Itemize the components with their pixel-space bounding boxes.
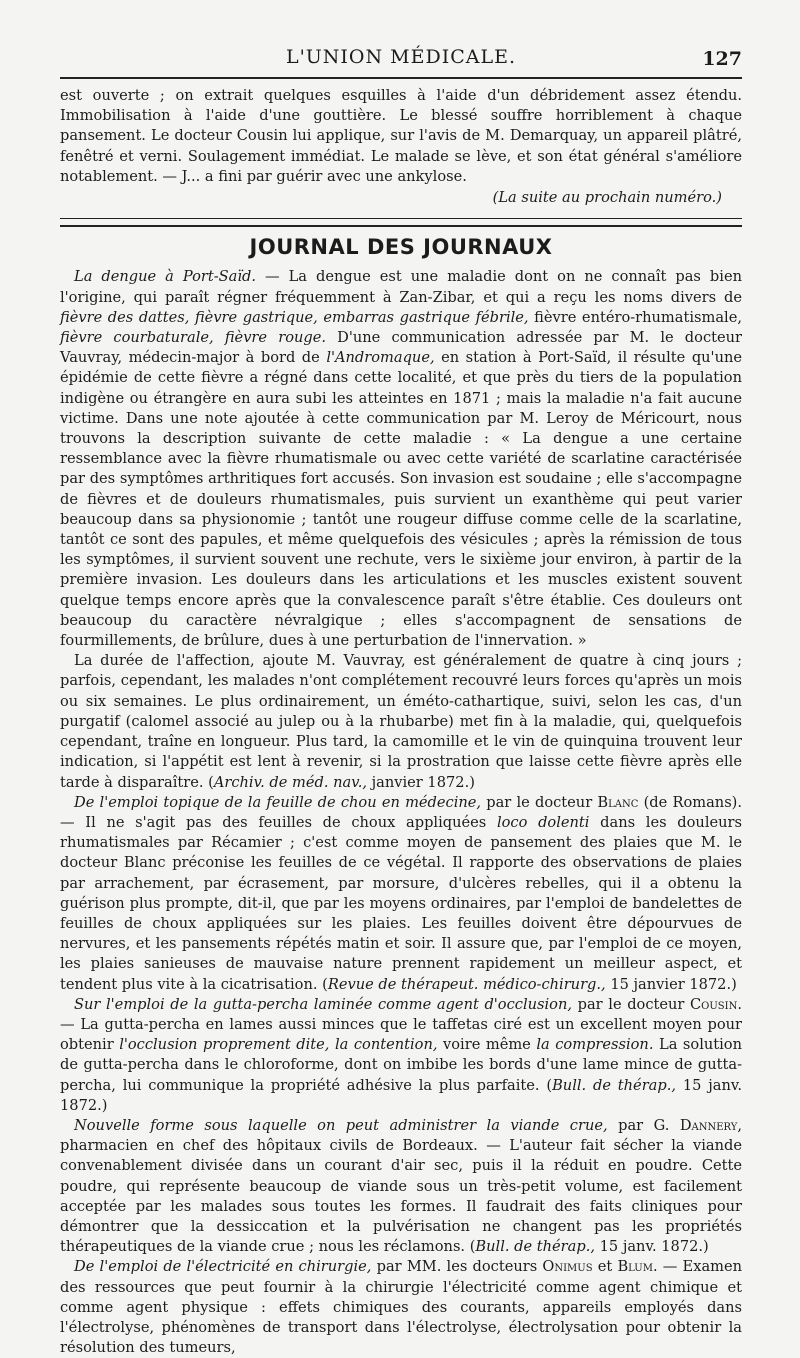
article-title: De l'emploi de l'électricité en chirurgie, <box>74 1258 372 1276</box>
article-viande-crue: Nouvelle forme sous laquelle on peut administrer la viande crue, par G. Dannery, pharmacien en chef des hôpitaux civils de Bordeaux. — L'auteur fait sécher la viande convenablement divisée dans un courant d'air sec, puis il la réduit en poudre. Cette poudre, qui représente beaucoup de viande sous un très-petit volume, est facilement acceptée par les malades sous toutes les formes. Il faudrait des faits cliniques pour démontrer que la dessiccation et la pulvérisation ne changent pas les propriétés thérapeutiques de la viande crue ; nous les réclamons. (Bull. de thérap., 15 janv. 1872.) <box>60 1116 743 1256</box>
header-rule <box>60 77 742 79</box>
section-divider <box>60 218 742 227</box>
page-header <box>60 46 742 76</box>
article-dengue: La dengue à Port-Saïd. — La dengue est une maladie dont on ne connaît pas bien l'origine, qui paraît régner fréquemment à Zan-Zibar, et qui a reçu les noms divers de fièvre des dattes, fièvre gastrique, embarras gastrique fébrile, fièvre entéro-rhumatismale, fièvre courbaturale, fièvre rouge. D'une communication adressée par M. le docteur Vauvray, médecin-major à bord de l'Andromaque, en station à Port-Saïd, il résulte qu'une épidémie de cette fièvre a régné dans cette localité, et que près du tiers de la population indigène ou étrangère en aura subi les atteintes en 1871 ; mais la maladie n'a fait aucune victime. Dans une note ajoutée à cette communication par M. Leroy de Méricourt, nous trouvons la description suivante de cette maladie : « La dengue a une certaine ressemblance avec la fièvre rhumatismale ou avec cette variété de scarlatine caractérisée par des symptômes arthritiques fort accusés. Son invasion est soudaine ; elle s'accompagne de fièvres et de douleurs rhumatismales, puis survient un exanthème qui peut varier beaucoup dans sa physionomie ; tantôt une rougeur diffuse comme celle de la scarlatine, tantôt ce sont des papules, et même quelquefois des vésicules ; après la rémission de tous les symptômes, il survient souvent une rechute, vers le sixième jour environ, à partir de la première invasion. Les douleurs dans les articulations et les muscles existent souvent quelque temps encore après que la convalescence paraît s'être établie. Ces douleurs ont beaucoup du caractère névralgique ; elles s'accompagnent de sensations de fourmillements, de brûlure, dues à une perturbation de l'innervation. » <box>60 268 743 650</box>
article-title: De l'emploi topique de la feuille de chou en médecine, <box>74 793 482 811</box>
to-be-continued-note: (La suite au prochain numéro.) <box>492 189 722 207</box>
article-electricite: De l'emploi de l'électricité en chirurgie, par MM. les docteurs Onimus et Blum. — Examen des ressources que peut fournir à la chirurgie l'électricité comme agent chimique et comme agent physique : effets chimiques des courants, appareils employés dans l'électrolyse, phénomènes de transport dans l'électrolyse, électrolysation pour obtenir la résolution des tumeurs, <box>60 1258 743 1357</box>
article-title: La dengue à Port-Saïd. <box>74 268 256 286</box>
article-title: Sur l'emploi de la gutta-percha laminée comme agent d'occlusion, <box>74 995 572 1013</box>
article-feuille-de-chou: De l'emploi topique de la feuille de chou en médecine, par le docteur Blanc (de Romans). — Il ne s'agit pas des feuilles de choux appliquées loco dolenti dans les douleurs rhumatismales par Récamier ; c'est comme moyen de pansement des plaies que M. le docteur Blanc préconise les feuilles de ce végétal. Il rapporte des observations de plaies par arrachement, par écrasement, par morsure, d'ulcères rebelles, qui il a obtenu la guérison plus prompte, dit-il, que par les moyens ordinaires, par l'emploi de bandelettes de feuilles de choux appliquées sur les plaies. Les feuilles doivent être dépourvues de nervures, et les pansements répétés matin et soir. Il assure que, par l'emploi de ce moyen, les plaies sanieuses de mauvaise nature prennent rapidement un meilleur aspect, et tendent plus vite à la cicatrisation. (Revue de thérapeut. médico-chirurg., 15 janvier 1872.) <box>60 793 743 993</box>
author-name: Cousin <box>690 995 738 1013</box>
section-title: JOURNAL DES JOURNAUX <box>249 235 553 260</box>
author-name: Blum <box>617 1258 653 1276</box>
page-body <box>60 86 742 1358</box>
running-title: L'UNION MÉDICALE. <box>285 46 517 68</box>
article-title: Nouvelle forme sous laquelle on peut administrer la viande crue, <box>74 1116 608 1134</box>
article-gutta-percha: Sur l'emploi de la gutta-percha laminée comme agent d'occlusion, par le docteur Cousin. — La gutta-percha en lames aussi minces que le taffetas ciré est un excellent moyen pour obtenir l'occlusion proprement dite, la contention, voire même la compression. La solution de gutta-percha dans le chloroforme, dont on imbibe les bords d'une lame mince de gutta-percha, lui communique la propriété adhésive la plus parfaite. (Bull. de thérap., 15 janv. 1872.) <box>60 995 742 1114</box>
article-dengue-continued: La durée de l'affection, ajoute M. Vauvray, est généralement de quatre à cinq jours ; parfois, cependant, les malades n'ont complétement recouvré leurs forces qu'après un mois ou six semaines. Le plus ordinairement, un éméto-cathartique, suivi, selon les cas, d'un purgatif (calomel associé au julep ou à la rhubarbe) met fin à la maladie, qui, quelquefois cependant, traîne en longueur. Plus tard, la camomille et le vin de quinquina trouvent leur indication, si l'appétit est lent à revenir, si la prostration que laisse cette fièvre après elle tarde à disparaître. (Archiv. de méd. nav., janvier 1872.) <box>60 652 742 791</box>
author-name: Blanc <box>597 793 639 811</box>
continued-case-text: est ouverte ; on extrait quelques esquilles à l'aide d'un débridement assez étendu. Immobilisation à l'aide d'une gouttière. Le blessé souffre horriblement à chaque pansement. Le docteur Cousin lui applique, sur l'avis de M. Demarquay, un appareil plâtré, fenêtré et verni. Soulagement immédiat. Le malade se lève, et son état général s'améliore notablement. — J... a fini par guérir avec une ankylose. <box>60 87 742 185</box>
author-name: Dannery <box>679 1116 738 1134</box>
page-number: 127 <box>702 48 742 70</box>
author-name: Onimus <box>542 1258 593 1276</box>
